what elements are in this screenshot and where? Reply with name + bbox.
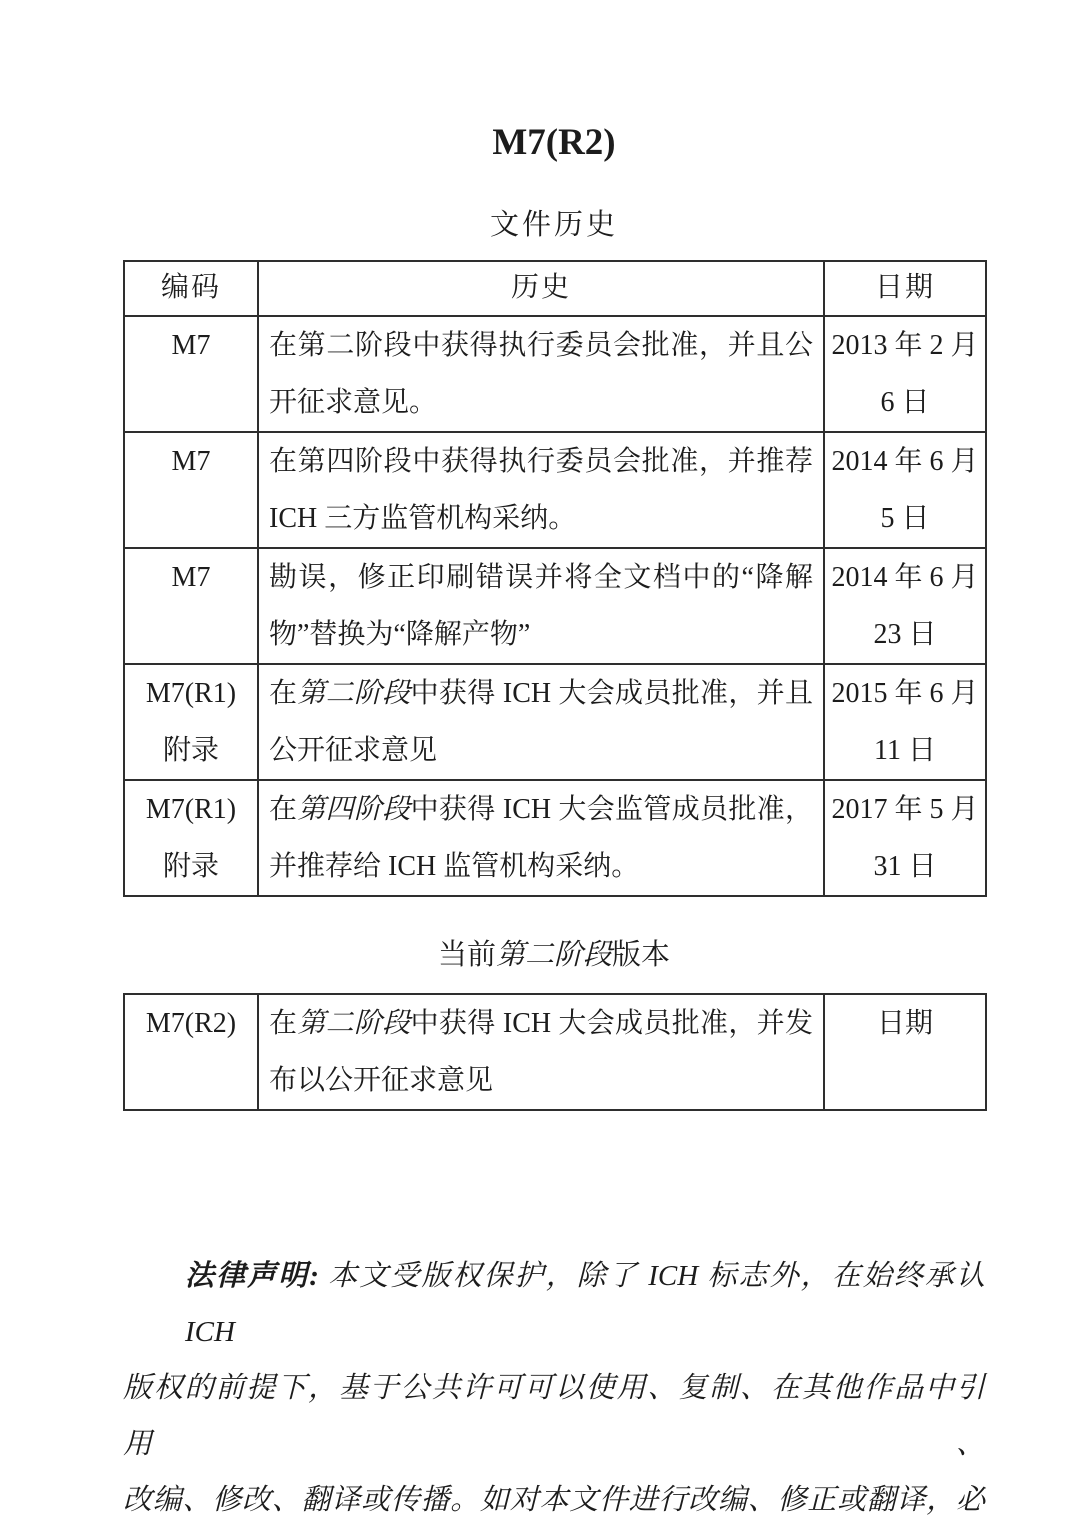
date-line: 日期 xyxy=(876,1008,933,1039)
history-cell xyxy=(258,316,824,432)
history-line: ICH 三方监管机构采纳。 xyxy=(269,503,577,534)
history-line xyxy=(269,317,813,374)
history-italic-phase: 第四阶段 xyxy=(297,794,411,825)
column-header-date: 日期 xyxy=(824,261,986,316)
date-line: 5 日 xyxy=(880,503,930,534)
date-line: 2017 年 5 月 xyxy=(831,794,979,825)
code-line: M7(R1) xyxy=(145,678,237,709)
document-subtitle: 文件历史 xyxy=(489,209,618,241)
date-line: 31 日 xyxy=(873,851,937,882)
code-cell xyxy=(124,548,258,664)
code-line: M7(R2) xyxy=(145,1008,237,1039)
code-cell xyxy=(124,316,258,432)
current-version-heading xyxy=(123,933,985,977)
column-header-history: 历史 xyxy=(258,261,824,316)
history-line xyxy=(269,995,813,1052)
history-line: 并推荐给 ICH 监管机构采纳。 xyxy=(269,851,640,882)
heading-text: 当前 xyxy=(437,939,496,971)
legal-notice-label: 法律声明: xyxy=(185,1260,329,1292)
heading-italic-phase: 第二阶段 xyxy=(495,939,612,971)
legal-line-3: 改编、修改、翻译或传播。如对本文件进行改编、修正或翻译，必 xyxy=(123,1484,985,1516)
history-text: 在 xyxy=(269,794,298,825)
date-line: 2015 年 6 月 xyxy=(831,678,979,709)
history-line xyxy=(269,549,813,606)
code-cell xyxy=(124,780,258,896)
history-italic-phase: 第二阶段 xyxy=(297,678,411,709)
table-header-row xyxy=(124,261,986,316)
history-line xyxy=(269,433,813,490)
history-text: 中获得 ICH 大会成员批准，并发 xyxy=(410,1008,813,1039)
date-cell xyxy=(824,548,986,664)
table-row xyxy=(124,664,986,780)
code-line: 附录 xyxy=(162,851,219,882)
date-line: 6 日 xyxy=(880,387,930,418)
date-line: 2014 年 6 月 xyxy=(831,446,979,477)
document-title: M7(R2) xyxy=(492,122,616,163)
legal-notice xyxy=(123,1248,985,1528)
date-cell xyxy=(824,994,986,1110)
table-row xyxy=(124,994,986,1110)
history-cell xyxy=(258,780,824,896)
history-line: 公开征求意见 xyxy=(269,735,438,766)
document-history-table xyxy=(123,260,987,897)
history-text: 中获得 ICH 大会监管成员批准， xyxy=(410,794,813,825)
history-cell xyxy=(258,548,824,664)
history-line: 布以公开征求意见 xyxy=(269,1065,494,1096)
table-row xyxy=(124,432,986,548)
code-cell xyxy=(124,994,258,1110)
column-header-code: 编码 xyxy=(124,261,258,316)
legal-line-1 xyxy=(123,1248,985,1360)
history-text: 在 xyxy=(269,1008,298,1039)
history-cell xyxy=(258,664,824,780)
date-line: 2013 年 2 月 xyxy=(831,330,979,361)
date-cell xyxy=(824,316,986,432)
date-line: 11 日 xyxy=(874,735,936,766)
history-text: 勘误，修正印刷错误并将全文档中的“降解 xyxy=(269,562,813,593)
table-row xyxy=(124,780,986,896)
code-line: M7(R1) xyxy=(145,794,237,825)
history-cell xyxy=(258,432,824,548)
history-text: 在 xyxy=(269,678,298,709)
history-text: 在第四阶段中获得执行委员会批准，并推荐 xyxy=(269,446,813,477)
history-line: 开征求意见。 xyxy=(269,387,438,418)
code-line: M7 xyxy=(171,446,211,477)
code-line: 附录 xyxy=(162,735,219,766)
history-line xyxy=(269,665,813,722)
history-italic-phase: 第二阶段 xyxy=(297,1008,411,1039)
history-text: 在第二阶段中获得执行委员会批准，并且公 xyxy=(269,330,813,361)
code-line: M7 xyxy=(171,330,211,361)
date-cell xyxy=(824,780,986,896)
heading-text: 版本 xyxy=(612,939,671,971)
date-cell xyxy=(824,664,986,780)
history-cell xyxy=(258,994,824,1110)
history-line xyxy=(269,781,813,838)
current-version-table xyxy=(123,993,987,1111)
date-line: 23 日 xyxy=(873,619,937,650)
table-row xyxy=(124,548,986,664)
date-line: 2014 年 6 月 xyxy=(831,562,979,593)
history-line: 物”替换为“降解产物” xyxy=(269,619,531,650)
history-text: 中获得 ICH 大会成员批准，并且 xyxy=(410,678,813,709)
legal-text: 本文受版权保护，除了 ICH 标志外，在始终承认 ICH xyxy=(185,1260,985,1348)
legal-line-2: 版权的前提下，基于公共许可可以使用、复制、在其他作品中引用、 xyxy=(123,1372,985,1460)
code-line: M7 xyxy=(171,562,211,593)
code-cell xyxy=(124,432,258,548)
date-cell xyxy=(824,432,986,548)
code-cell xyxy=(124,664,258,780)
table-row xyxy=(124,316,986,432)
